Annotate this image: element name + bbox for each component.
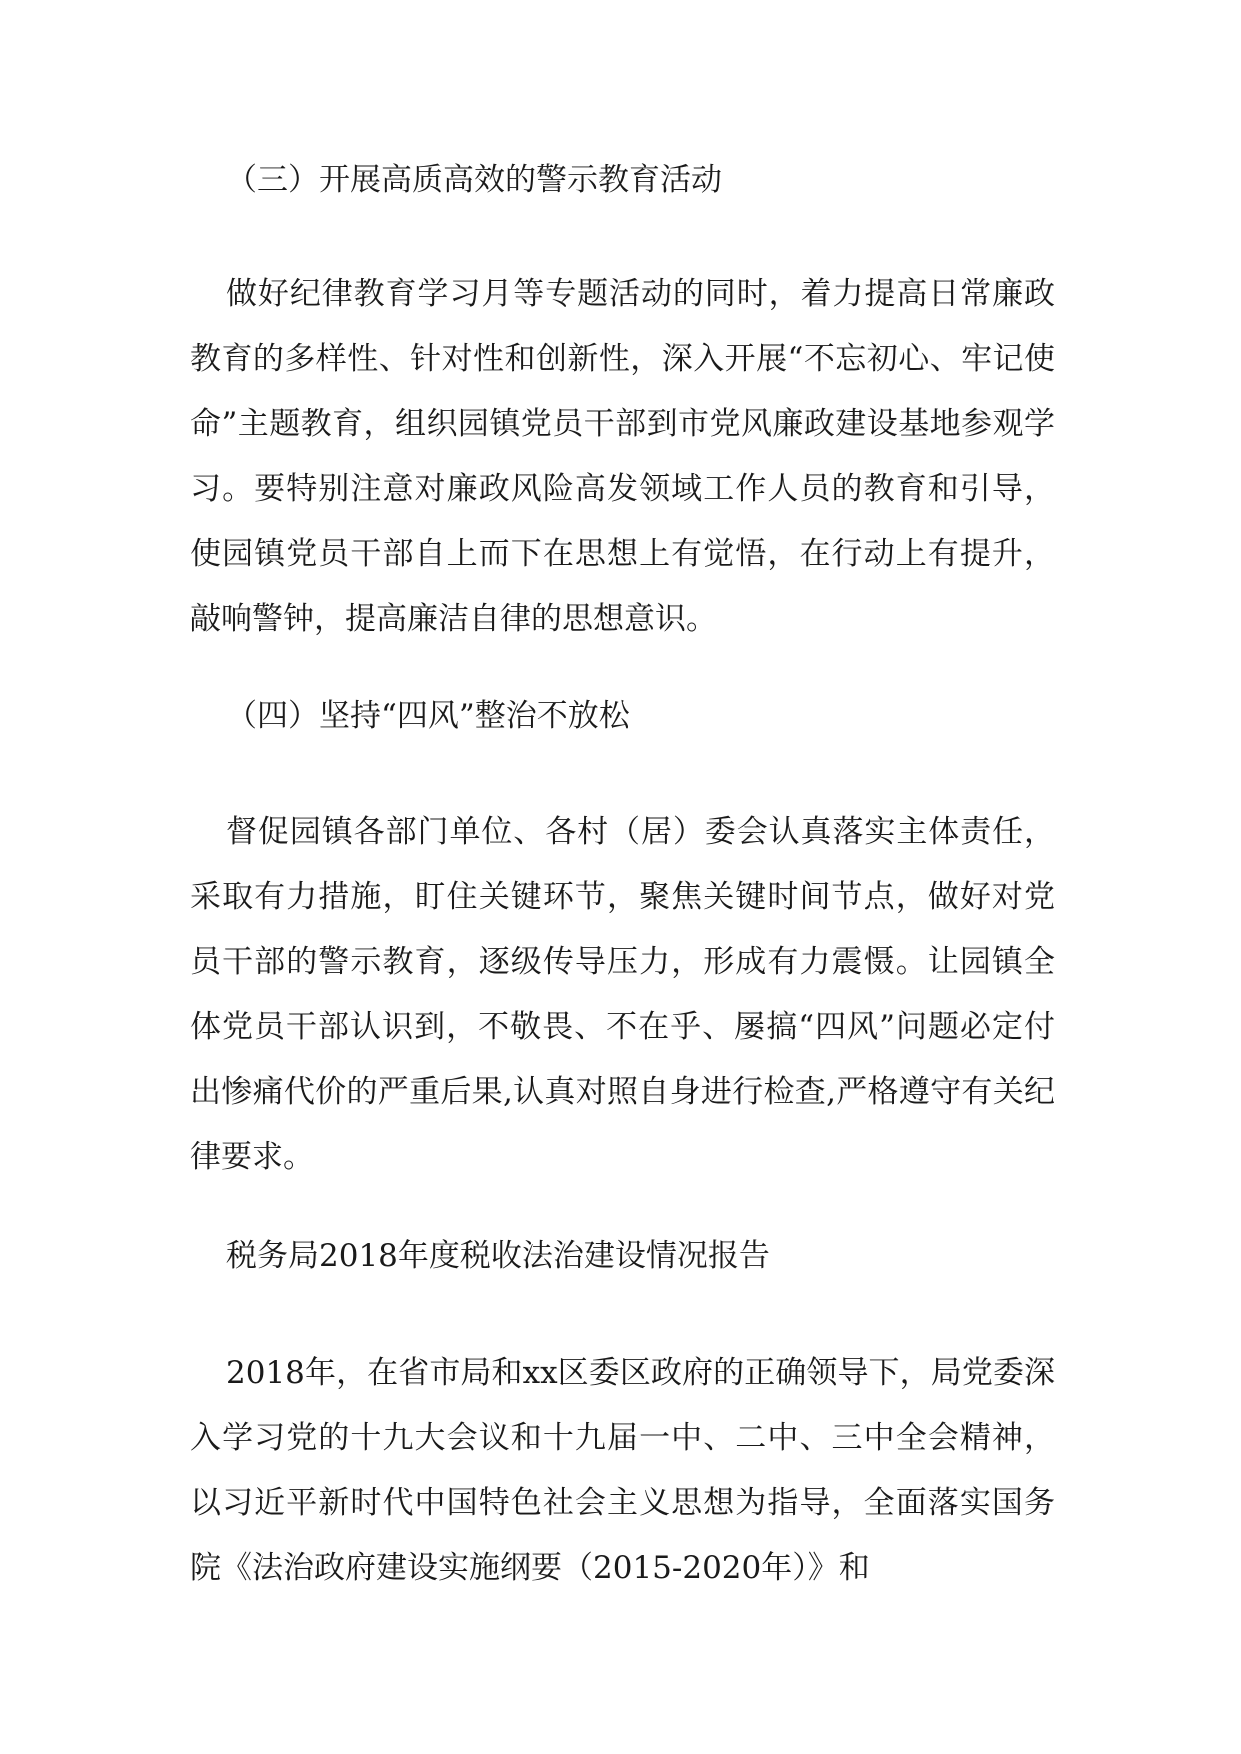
section-heading-4: （四）坚持“四风”整治不放松 bbox=[226, 698, 630, 734]
section-paragraph-4: 督促园镇各部门单位、各村（居）委会认真落实主体责任，采取有力措施，盯住关键环节，聚焦关键时间节点，做好对党员干部的警示教育，逐级传导压力，形成有力震慑。让园镇全体党员干部认识到，不敬畏、不在乎、屡搞“四风”问题必定付出惨痛代价的严重后果,认真对照自身进行检查,严格遵守有关纪律要求。 bbox=[190, 814, 1055, 1175]
document-page bbox=[190, 150, 1055, 1601]
section-heading-3: （三）开展高质高效的警示教育活动 bbox=[226, 162, 722, 198]
section-paragraph-3: 做好纪律教育学习月等专题活动的同时，着力提高日常廉政教育的多样性、针对性和创新性，深入开展“不忘初心、牢记使命”主题教育，组织园镇党员干部到市党风廉政建设基地参观学习。要特别注意对廉政风险高发领域工作人员的教育和引导，使园镇党员干部自上而下在思想上有觉悟，在行动上有提升，敲响警钟，提高廉洁自律的思想意识。 bbox=[190, 276, 1055, 637]
report-title: 税务局2018年度税收法治建设情况报告 bbox=[226, 1238, 770, 1274]
report-intro-paragraph: 2018年，在省市局和xx区委区政府的正确领导下，局党委深入学习党的十九大会议和十九届一中、二中、三中全会精神，以习近平新时代中国特色社会主义思想为指导，全面落实国务院《法治政府建设实施纲要（2015-2020年）》和 bbox=[190, 1355, 1055, 1586]
